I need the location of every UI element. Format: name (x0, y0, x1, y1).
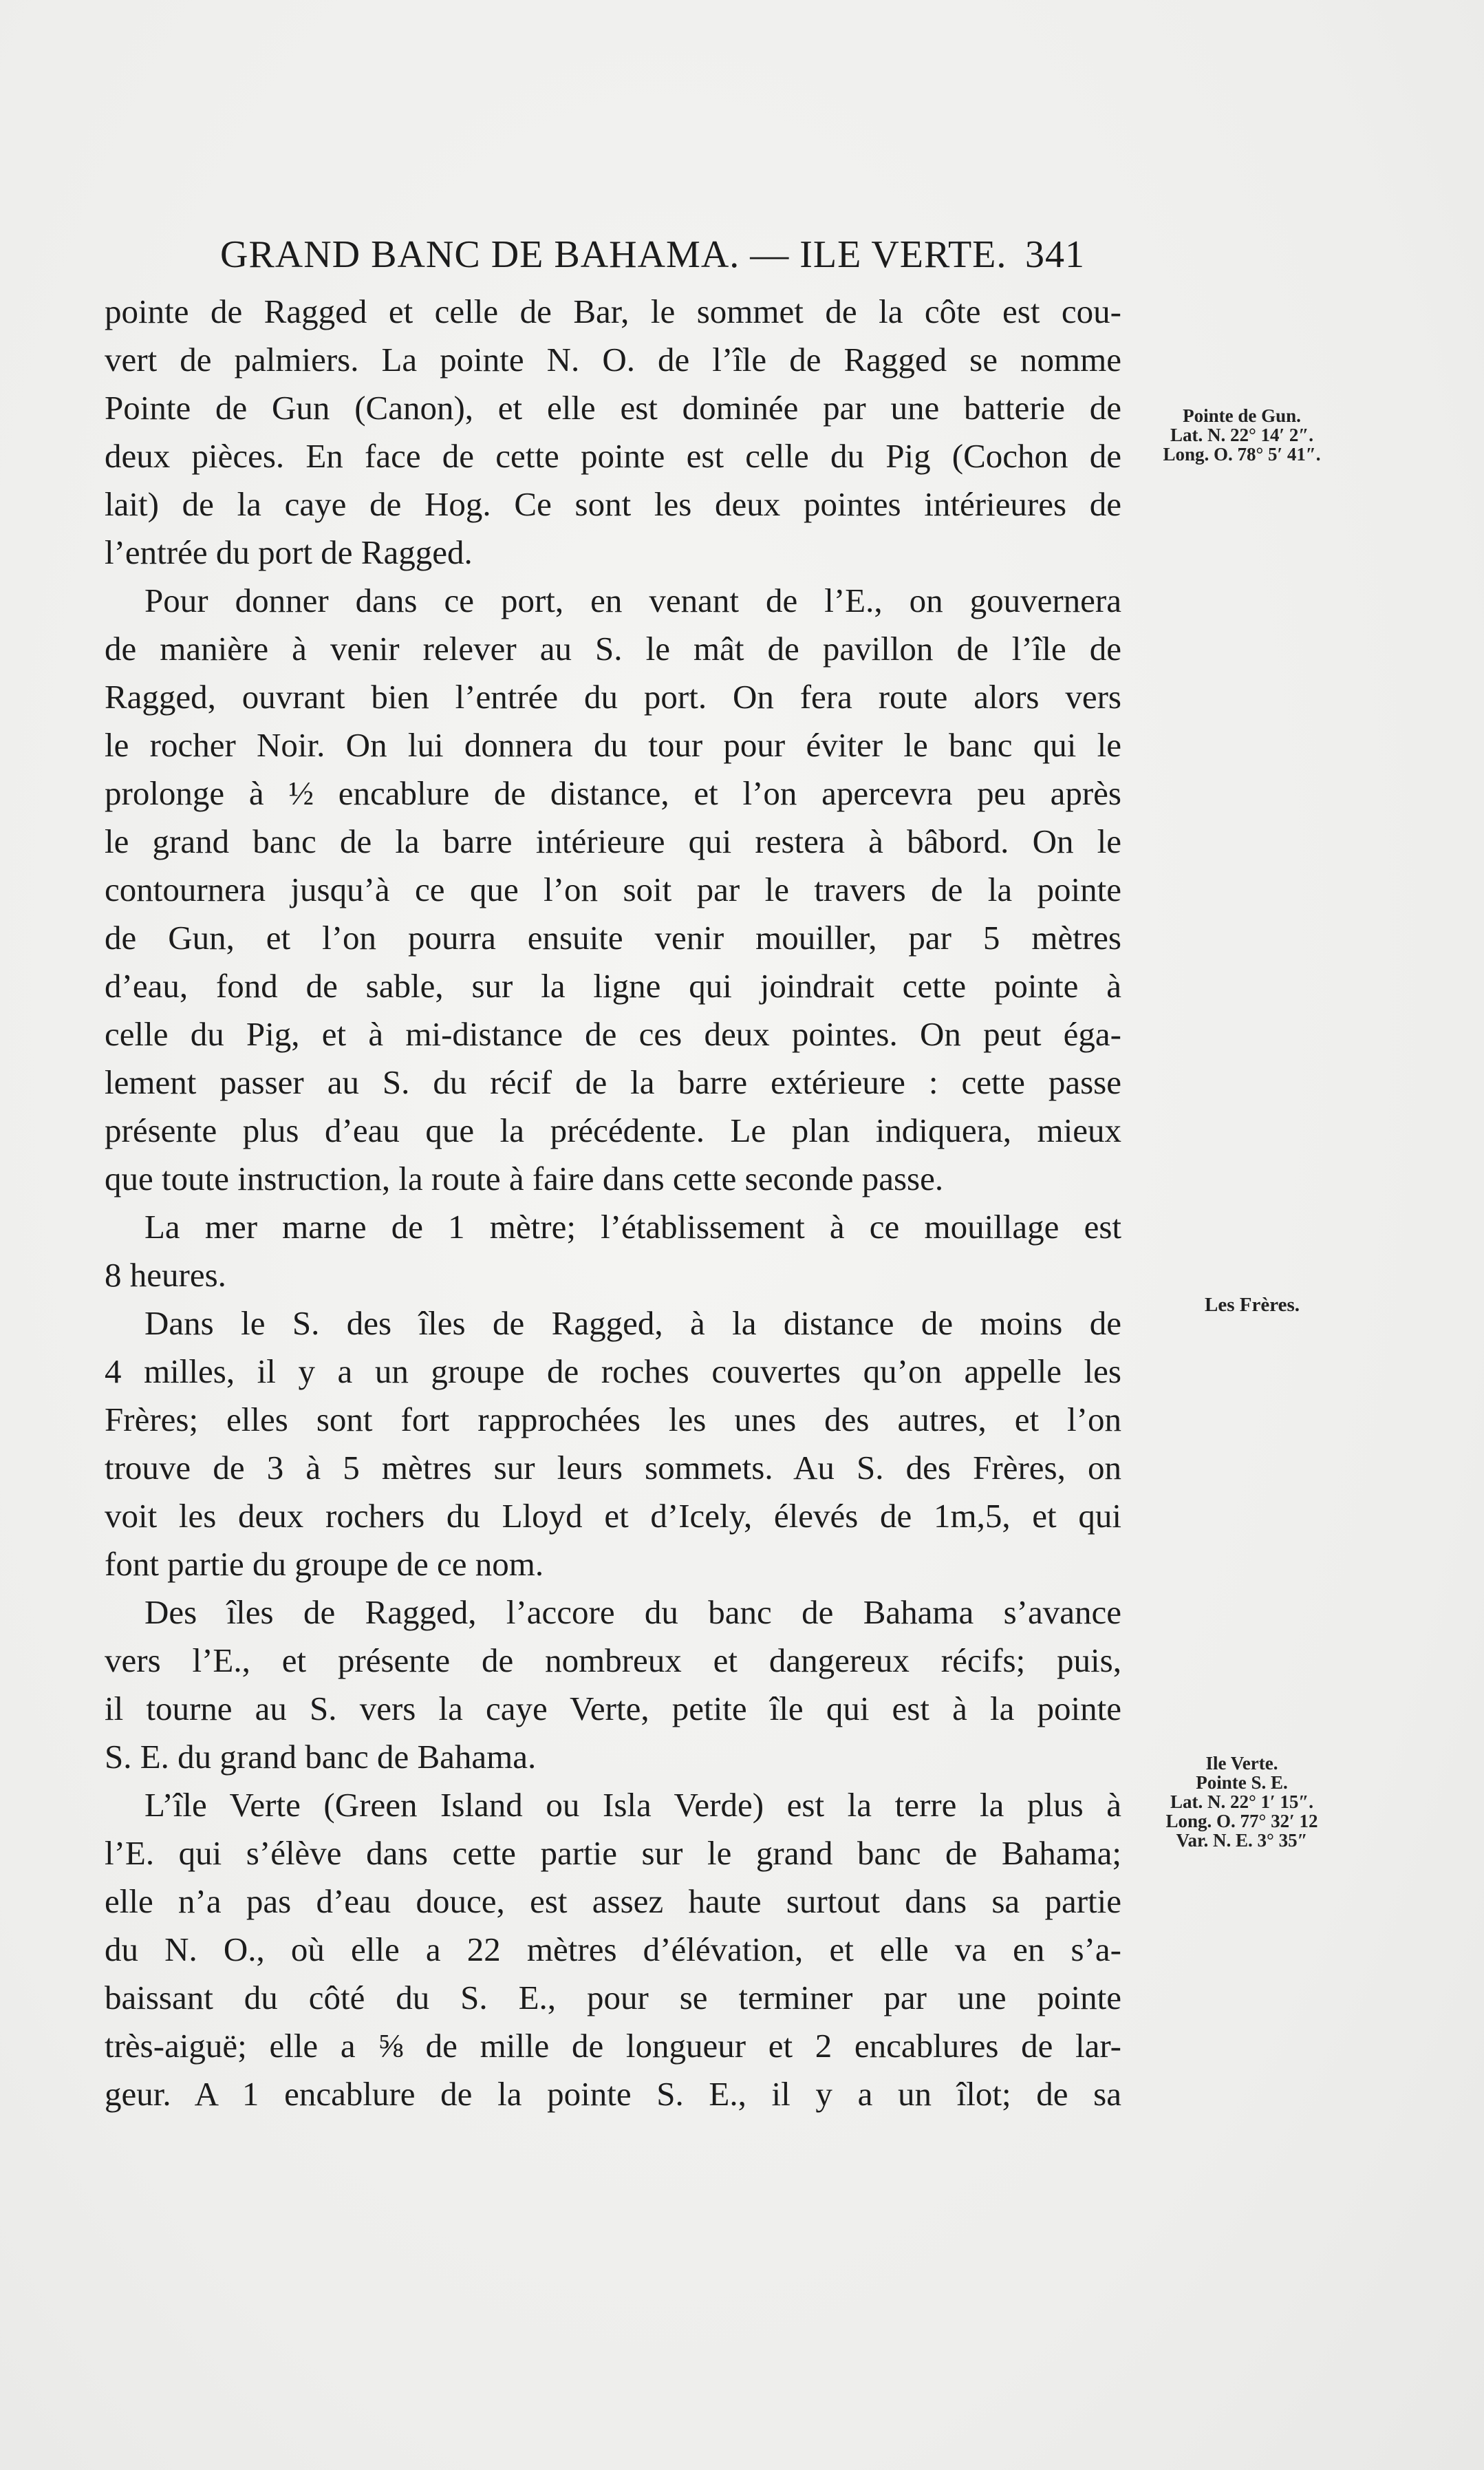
text-line: d’eau, fond de sable, sur la ligne qui joindrait cette pointe à (105, 967, 1121, 1005)
text-line: le rocher Noir. On lui donnera du tour pour éviter le banc qui le (105, 726, 1121, 764)
text-line: lait) de la caye de Hog. Ce sont les deux pointes intérieures de (105, 485, 1121, 523)
text-line: celle du Pig, et à mi-distance de ces deux pointes. On peut éga- (105, 1015, 1121, 1053)
text-line: de manière à venir relever au S. le mât de pavillon de l’île de (105, 630, 1121, 668)
sidenote-les-freres (1156, 1295, 1348, 1314)
text-line: Pour donner dans ce port, en venant de l’E., on gouvernera (144, 582, 1121, 619)
text-line: l’E. qui s’élève dans cette partie sur le grand banc de Bahama; (105, 1834, 1121, 1872)
text-line: contournera jusqu’à ce que l’on soit par le travers de la pointe (105, 871, 1121, 908)
text-line: que toute instruction, la route à faire dans cette seconde passe. (105, 1160, 944, 1197)
text-line: La mer marne de 1 mètre; l’établissement à ce mouillage est (144, 1208, 1121, 1246)
text-line: Ragged, ouvrant bien l’entrée du port. On fera route alors vers (105, 678, 1121, 716)
text-line: le grand banc de la barre intérieure qui restera à bâbord. On le (105, 822, 1121, 860)
text-line: l’entrée du port de Ragged. (105, 533, 473, 571)
running-header (220, 233, 1183, 277)
sidenote-variation: Var. N. E. 3° 35″ (1176, 1830, 1308, 1851)
text-line: il tourne au S. vers la caye Verte, petite île qui est à la pointe (105, 1690, 1121, 1727)
text-line: de Gun, et l’on pourra ensuite venir mouiller, par 5 mètres (105, 919, 1121, 957)
text-line: pointe de Ragged et celle de Bar, le sommet de la côte est cou- (105, 292, 1121, 330)
text-line: deux pièces. En face de cette pointe est celle du Pig (Cochon de (105, 437, 1121, 475)
sidenote-longitude: Long. O. 77° 32′ 12 (1165, 1811, 1318, 1831)
text-line: elle n’a pas d’eau douce, est assez haute surtout dans sa partie (105, 1882, 1121, 1920)
sidenote-heading: Les Frères. (1205, 1294, 1300, 1316)
text-line: présente plus d’eau que la précédente. Le plan indiquera, mieux (105, 1111, 1121, 1149)
sidenote-point: Pointe S. E. (1196, 1772, 1288, 1793)
sidenote-latitude: Lat. N. 22° 14′ 2″. (1170, 425, 1314, 445)
text-line: baissant du côté du S. E., pour se terminer par une pointe (105, 1979, 1121, 2016)
text-line: Pointe de Gun (Canon), et elle est dominée par une batterie de (105, 389, 1121, 427)
sidenote-ile-verte (1128, 1754, 1355, 1850)
text-line: vert de palmiers. La pointe N. O. de l’île de Ragged se nomme (105, 341, 1121, 379)
text-line: L’île Verte (Green Island ou Isla Verde) est la terre la plus à (144, 1786, 1121, 1824)
page-number: 341 (1025, 233, 1085, 276)
text-line: Dans le S. des îles de Ragged, à la distance de moins de (144, 1304, 1121, 1342)
sidenote-latitude: Lat. N. 22° 1′ 15″. (1170, 1791, 1314, 1812)
text-line: voit les deux rochers du Lloyd et d’Icely, élevés de 1m,5, et qui (105, 1497, 1121, 1535)
text-line: font partie du groupe de ce nom. (105, 1545, 544, 1583)
sidenote-pointe-de-gun (1128, 406, 1355, 464)
text-line: vers l’E., et présente de nombreux et dangereux récifs; puis, (105, 1641, 1121, 1679)
sidenote-longitude: Long. O. 78° 5′ 41″. (1163, 444, 1321, 465)
text-line: très-aiguë; elle a ⅝ de mille de longueur et 2 encablures de lar- (105, 2027, 1121, 2065)
text-line: trouve de 3 à 5 mètres sur leurs sommets. Au S. des Frères, on (105, 1449, 1121, 1487)
text-line: Des îles de Ragged, l’accore du banc de Bahama s’avance (144, 1593, 1121, 1631)
text-line: geur. A 1 encablure de la pointe S. E., il y a un îlot; de sa (105, 2075, 1121, 2113)
text-line: lement passer au S. du récif de la barre extérieure : cette passe (105, 1063, 1121, 1101)
text-line: prolonge à ½ encablure de distance, et l’on apercevra peu après (105, 774, 1121, 812)
text-line: S. E. du grand banc de Bahama. (105, 1738, 537, 1776)
text-line: du N. O., où elle a 22 mètres d’élévation, et elle va en s’a- (105, 1930, 1121, 1968)
text-line: Frères; elles sont fort rapprochées les unes des autres, et l’on (105, 1401, 1121, 1438)
text-line: 8 heures. (105, 1256, 226, 1294)
text-line: 4 milles, il y a un groupe de roches couvertes qu’on appelle les (105, 1352, 1121, 1390)
running-title: GRAND BANC DE BAHAMA. — ILE VERTE. (220, 233, 1007, 276)
sidenote-heading: Ile Verte. (1205, 1753, 1278, 1774)
sidenote-heading: Pointe de Gun. (1183, 405, 1301, 426)
